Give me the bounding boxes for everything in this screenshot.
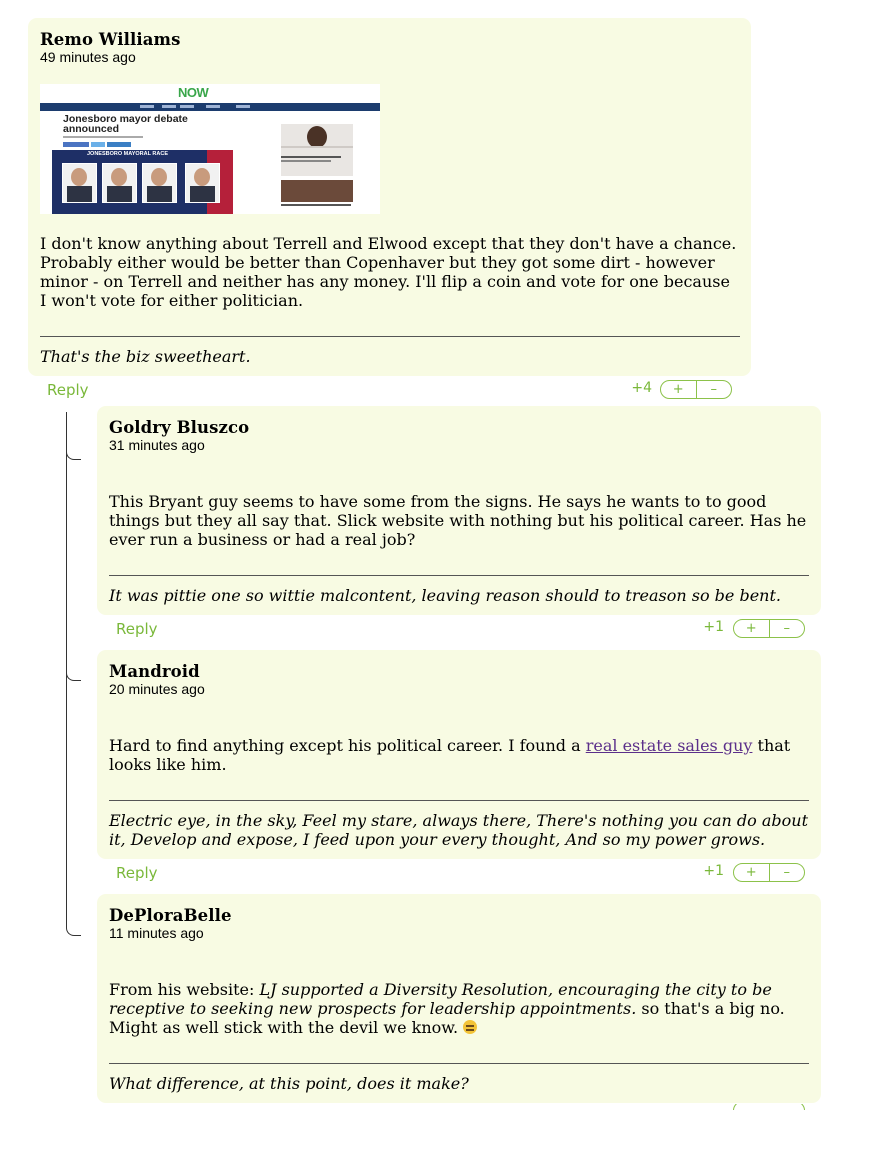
comment-body: This Bryant guy seems to have some from the signs. He says he wants to to good things but they all say that. Slick website with nothing but his political career. Has he ever run a business or had a real job? xyxy=(109,492,807,549)
reply-button[interactable]: Reply xyxy=(116,620,158,638)
signature-divider xyxy=(109,1063,809,1064)
comment-author[interactable]: Remo Williams xyxy=(40,30,181,49)
downvote-button[interactable]: – xyxy=(696,381,732,398)
image-banner: JONESBORO MAYORAL RACE xyxy=(52,150,233,214)
comment-author[interactable]: Mandroid xyxy=(109,662,200,681)
vote-score: +1 xyxy=(703,863,724,879)
thread-branch xyxy=(66,672,81,681)
downvote-button[interactable]: – xyxy=(769,620,805,637)
comment-body: From his website: LJ supported a Diversity Resolution, encouraging the city to be receptive to seeking new prospects for leadership appointments. so that's a big no. Might as well stick with the devil we know. xyxy=(109,980,785,1037)
vote-buttons xyxy=(660,380,732,399)
image-headline: Jonesboro mayor debate announced xyxy=(63,113,188,135)
reply-button[interactable]: Reply xyxy=(116,864,158,882)
comment-timestamp: 31 minutes ago xyxy=(109,437,205,453)
comment-author[interactable]: DePloraBelle xyxy=(109,906,232,925)
comment-signature: It was pittie one so wittie malcontent, leaving reason should to treason so be bent. xyxy=(109,586,781,605)
thread-branch xyxy=(66,451,81,460)
comment-signature: That's the biz sweetheart. xyxy=(40,347,251,366)
vote-buttons xyxy=(733,619,805,638)
comment-signature: What difference, at this point, does it make? xyxy=(109,1074,469,1093)
reply-button[interactable]: Reply xyxy=(47,381,89,399)
vote-buttons-partial xyxy=(733,1104,805,1110)
body-link[interactable]: real estate sales guy xyxy=(585,736,753,755)
unamused-face-icon xyxy=(463,1020,477,1034)
comment-signature: Electric eye, in the sky, Feel my stare, always there, There's nothing you can do about it, Develop and expose, I feed upon your every thought, And so my power grows. xyxy=(109,811,808,849)
comment-author[interactable]: Goldry Bluszco xyxy=(109,418,250,437)
vote-buttons xyxy=(733,863,805,882)
comment-timestamp: 49 minutes ago xyxy=(40,49,136,65)
image-logo: NOW xyxy=(178,85,209,100)
vote-score: +1 xyxy=(703,619,724,635)
upvote-button[interactable]: + xyxy=(745,865,757,880)
comment-timestamp: 20 minutes ago xyxy=(109,681,205,697)
thread-branch xyxy=(66,927,81,936)
comment-image[interactable] xyxy=(40,84,380,214)
comment-body: Hard to find anything except his political career. I found a real estate sales guy that looks like him. xyxy=(109,736,791,774)
comment-timestamp: 11 minutes ago xyxy=(109,925,204,941)
signature-divider xyxy=(109,575,809,576)
signature-divider xyxy=(40,336,740,337)
downvote-button[interactable]: – xyxy=(769,864,805,881)
upvote-button[interactable]: + xyxy=(745,621,757,636)
signature-divider xyxy=(109,800,809,801)
thread-line xyxy=(66,412,67,927)
comment-body: I don't know anything about Terrell and Elwood except that they don't have a chance. Probably either would be better than Copenhaver but they got some dirt - however minor - on Terrell and neither has any money. I'll flip a coin and vote for one because I won't vote for either politician. xyxy=(40,234,737,310)
upvote-button[interactable]: + xyxy=(672,382,684,397)
vote-score: +4 xyxy=(631,380,652,396)
